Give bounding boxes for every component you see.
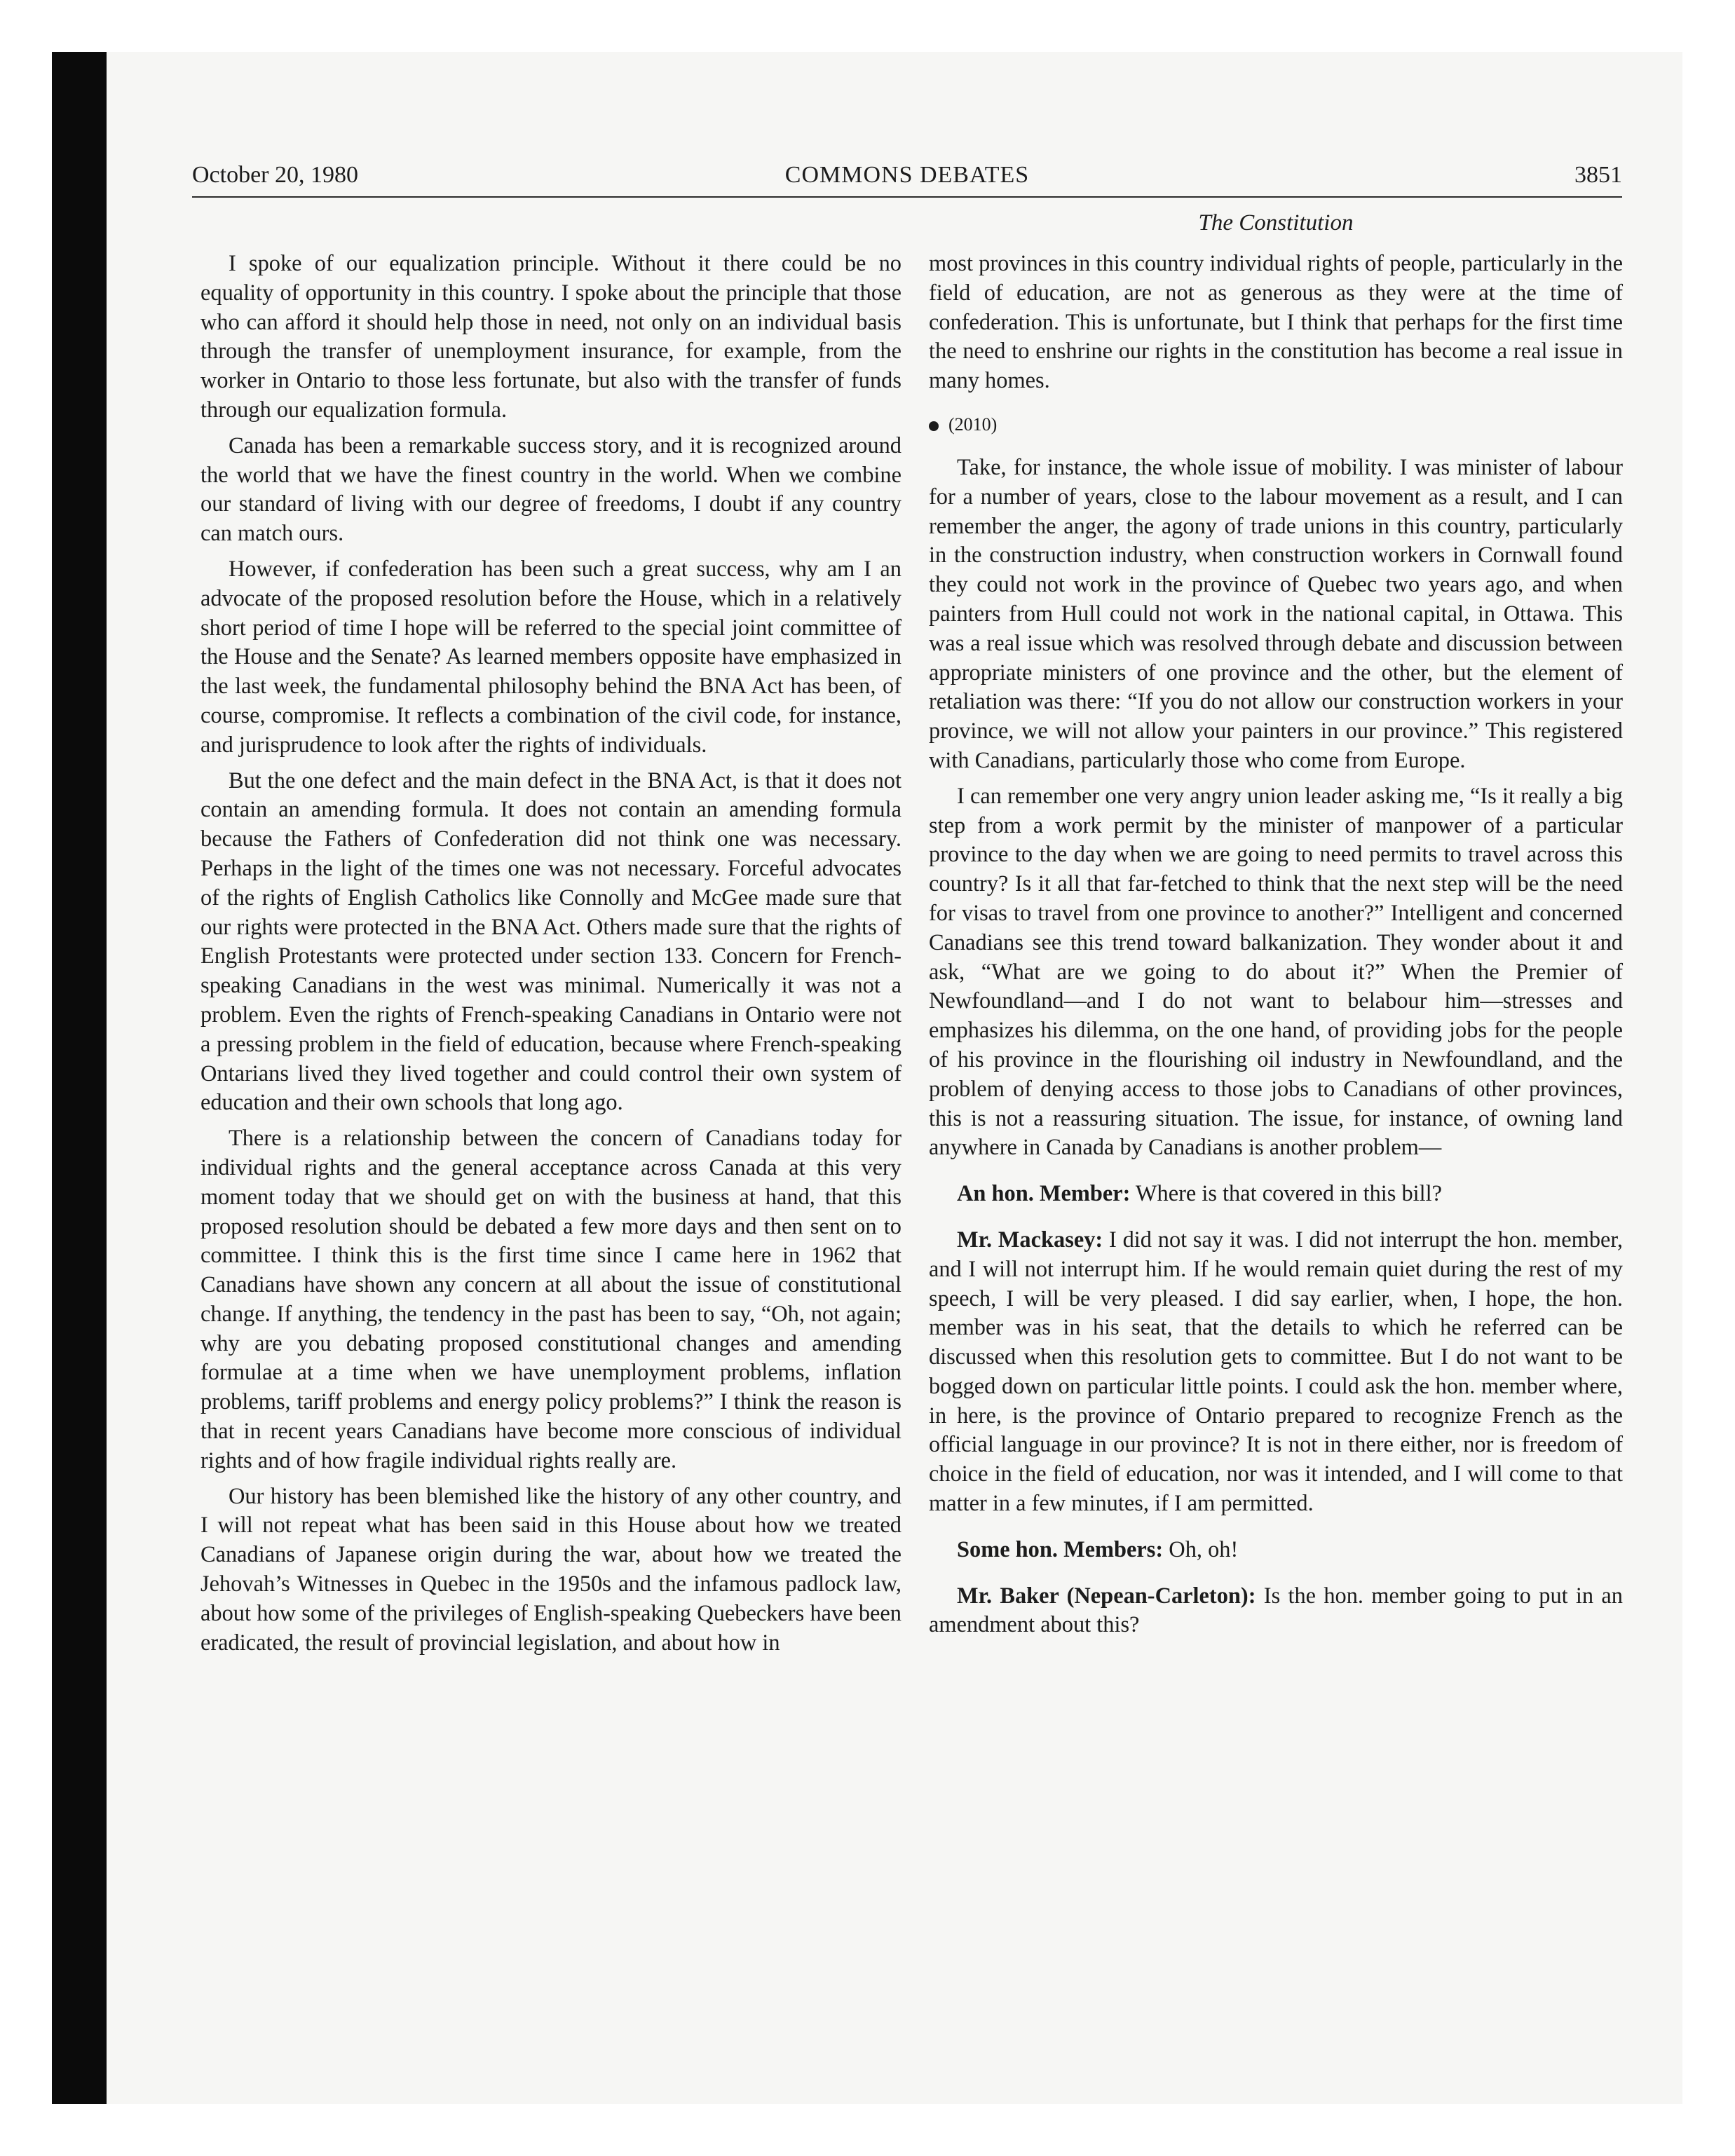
speaker-name: An hon. Member: xyxy=(957,1181,1131,1207)
speaker-name: Mr. Mackasey: xyxy=(957,1227,1103,1253)
speech-text: Where is that covered in this bill? xyxy=(1135,1181,1443,1207)
header-date: October 20, 1980 xyxy=(192,162,359,188)
paragraph: Take, for instance, the whole issue of mobility. I was minister of labour for a number of years, close to the labour movement as a result, and I can remember the anger, the agony of trade unions in this country, particularly in the construction industry, when construction workers in Cornwall found they could not work in the province of Quebec two years ago, and when painters from Hull could not work in the national capital, in Ottawa. This was a real issue which was resolved through debate and discussion between appropriate ministers of one province and the other, but the element of retaliation was there: “If you do not allow our construction workers in your province, we will not allow your painters in our province.” This registered with Canadians, particularly those who come from Europe. xyxy=(929,454,1623,773)
paragraph: However, if confederation has been such a great success, why am I an advocate of the proposed resolution before the House, which in a relatively short period of time I hope will be referred to the special joint committee of the House and the Senate? As learned members opposite have emphasized in the last week, the fundamental philosophy behind the BNA Act has been, of course, compromise. It reflects a combination of the civil code, for instance, and jurisprudence to look after the rights of individuals. xyxy=(200,556,901,758)
paragraph: Our history has been blemished like the history of any other country, and I will not repeat what has been said in this House about how we treated Canadians of Japanese origin during the war, about how we treated the Jehovah’s Witnesses in Quebec in the 1950s and the infamous padlock law, about how some of the privileges of English-speaking Quebeckers have been eradicated, the result of provincial legislation, and about how in xyxy=(200,1483,901,1656)
right-column xyxy=(929,250,1623,1646)
paragraph: There is a relationship between the concern of Canadians today for individual rights and the general acceptance across Canada at this very moment today that we should get on with the business at hand, that this proposed resolution should be debated a few more days and then sent on to committee. I think this is the first time since I came here in 1962 that Canadians have shown any concern at all about the issue of constitutional change. If anything, the tendency in the past has been to say, “Oh, not again; why are you debating proposed constitutional changes and amending formulae at a time when we have unemployment problems, inflation problems, tariff problems and energy policy problems?” I think the reason is that in recent years Canadians have become more conscious of individual rights and of how fragile individual rights really are. xyxy=(200,1126,901,1473)
subject-heading: The Constitution xyxy=(1198,210,1354,236)
speech-text: Oh, oh! xyxy=(1169,1536,1239,1562)
bullet-icon xyxy=(929,421,939,431)
speaker-name: Mr. Baker (Nepean-Carleton): xyxy=(957,1583,1256,1609)
speaker-name: Some hon. Members: xyxy=(957,1536,1164,1562)
paragraph: I spoke of our equalization principle. Without it there could be no equality of opportunity in this country. I spoke about the principle that those who can afford it should help those in need, not only on an individual basis through the transfer of unemployment insurance, for example, from the worker in Ontario to those less fortunate, but also with the transfer of funds through our equalization formula. xyxy=(200,251,901,423)
paragraph: Canada has been a remarkable success story, and it is recognized around the world that we have the finest country in the world. When we combine our standard of living with our degree of freedoms, I doubt if any country can match ours. xyxy=(200,432,901,547)
speech-exchange xyxy=(929,1226,1623,1519)
left-column xyxy=(200,250,901,1664)
speech-exchange xyxy=(929,1582,1623,1641)
paragraph-continuation: most provinces in this country individual rights of people, particularly in the field of education, are not as generous as they were at the time of confederation. This is unfortunate, but I think that perhaps for the first time the need to enshrine our rights in the constitution has become a real issue in many homes. xyxy=(929,251,1623,394)
speech-text: Is the hon. member going to put in an amendment about this? xyxy=(929,1583,1623,1638)
paragraph: But the one defect and the main defect in the BNA Act, is that it does not contain an amending formula. It does not contain an amending formula because the Fathers of Confederation did not think one was necessary. Perhaps in the light of the times one was not necessary. Forceful advocates of the rights of English Catholics like Connolly and McGee made sure that our rights were protected in the BNA Act. Others made sure that the rights of English Protestants were protected under section 133. Concern for French-speaking Canadians in the west was minimal. Numerically it was not a problem. Even the rights of French-speaking Canadians in Ontario were not a pressing problem in the field of education, because where French-speaking Ontarians lived they lived together and could control their own system of education and their own schools that long ago. xyxy=(200,767,901,1116)
header-title: COMMONS DEBATES xyxy=(784,162,1030,188)
speech-text: I did not say it was. I did not interrupt the hon. member, and I will not interrupt him. If he would remain quiet during the rest of my speech, I will be very pleased. I did say earlier, when, I hope, the hon. member was in his seat, that the details to which he referred can be discussed when this resolution gets to committee. But I do not want to be bogged down on particular little points. I could ask the hon. member where, in here, is the province of Ontario prepared to recognize French as the official language in our province? It is not in there either, nor is freedom of choice in the field of education, nor was it intended, and I will come to that matter in a few minutes, if I am permitted. xyxy=(929,1227,1623,1517)
speech-exchange xyxy=(929,1536,1623,1565)
paragraph: I can remember one very angry union leader asking me, “Is it really a big step from a work permit by the minister of manpower of a particular province to the day when we are going to need permits to travel across this country? Is it all that far-fetched to think that the next step will be the need for visas to travel from one province to another?” Intelligent and concerned Canadians see this trend toward balkanization. They wonder about it and ask, “What are we going to do about it?” When the Premier of Newfoundland—and I do not want to belabour him—stresses and emphasizes his dilemma, on the one hand, of providing jobs for the people of his province in the flourishing oil industry in Newfoundland, and the problem of denying access to those jobs to Canadians of other provinces, this is not a reassuring situation. The issue, for instance, of owning land anywhere in Canada by Canadians is another problem— xyxy=(929,783,1623,1161)
scan-edge-bar xyxy=(52,52,107,2104)
header-page-number: 3851 xyxy=(1574,162,1622,188)
speech-exchange xyxy=(929,1180,1623,1209)
timestamp-text: (2010) xyxy=(948,414,998,435)
running-header xyxy=(192,160,1622,198)
timestamp-marker xyxy=(929,414,1623,435)
